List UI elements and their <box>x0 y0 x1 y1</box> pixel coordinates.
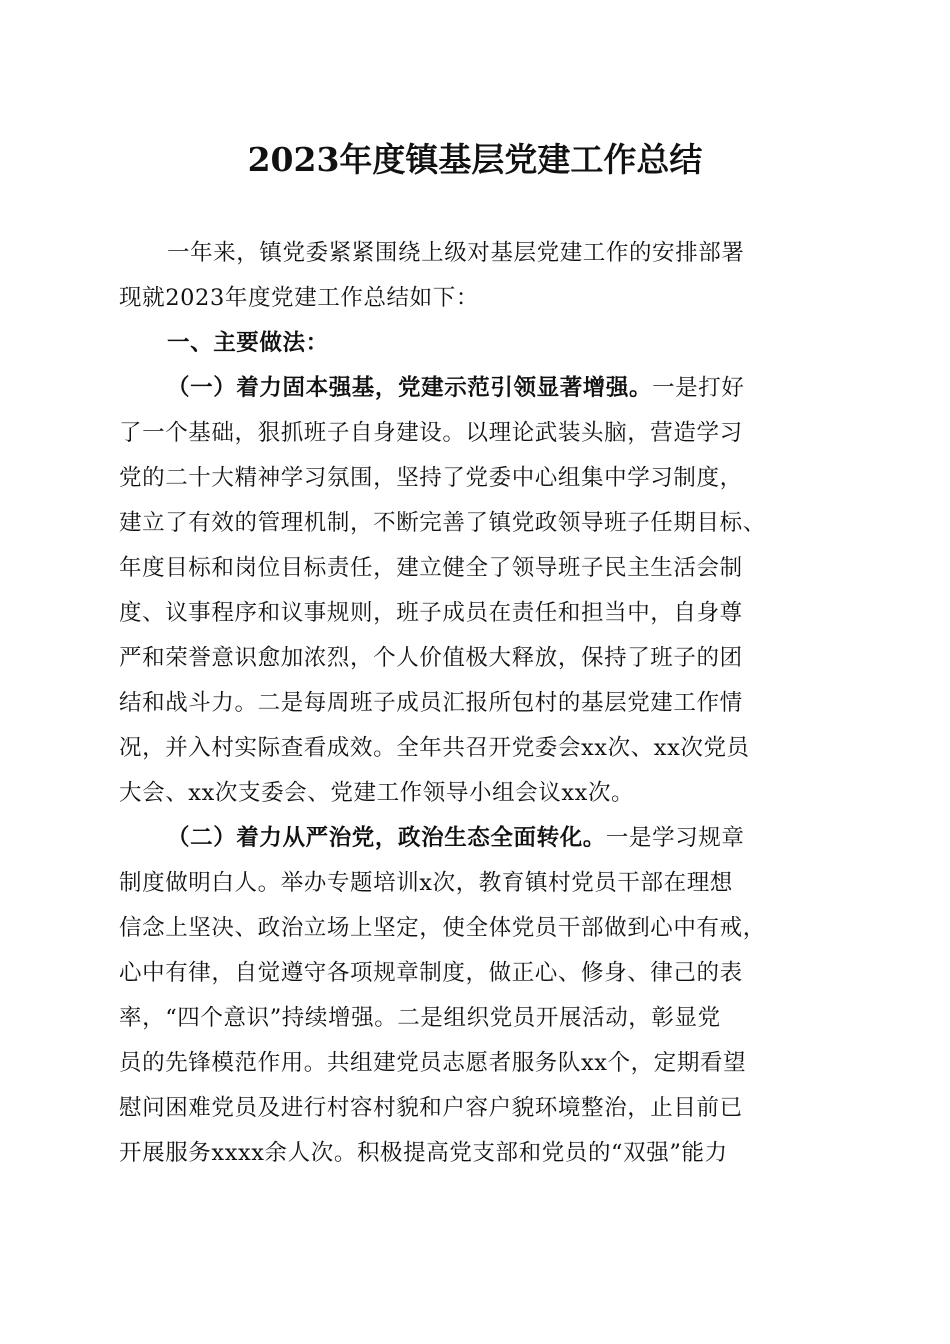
paragraph-text: 一是学习规章 <box>605 825 745 851</box>
paragraph-line: 况，并入村实际查看成效。全年共召开党委会xx次、xx次党员 <box>119 735 750 761</box>
paragraph-line: 严和荣誉意识愈加浓烈，个人价值极大释放，保持了班子的团 <box>119 645 743 671</box>
paragraph-text: 一是打好 <box>652 375 745 401</box>
paragraph-line: 信念上坚决、政治立场上坚定，使全体党员干部做到心中有戒， <box>119 915 766 941</box>
subsection-heading: （二）着力从严治党，政治生态全面转化。 <box>167 825 606 851</box>
paragraph-line: 大会、xx次支委会、党建工作领导小组会议xx次。 <box>119 780 635 806</box>
paragraph-line: 了一个基础，狠抓班子自身建设。以理论武装头脑，营造学习 <box>119 420 743 446</box>
paragraph-line: 结和战斗力。二是每周班子成员汇报所包村的基层党建工作情 <box>119 690 743 716</box>
paragraph-line: 心中有律，自觉遵守各项规章制度，做正心、修身、律己的表 <box>119 960 743 986</box>
section-heading: 一、主要做法： <box>167 330 329 356</box>
subsection-heading: （一）着力固本强基，党建示范引领显著增强。 <box>167 375 653 401</box>
paragraph-line: 一年来，镇党委紧紧围绕上级对基层党建工作的安排部署 <box>167 240 745 266</box>
paragraph-line: 建立了有效的管理机制，不断完善了镇党政领导班子任期目标、 <box>119 510 766 536</box>
paragraph-line: 员的先锋模范作用。共组建党员志愿者服务队xx个，定期看望 <box>119 1050 747 1076</box>
paragraph-line: 开展服务xxxx余人次。积极提高党支部和党员的“双强”能力 <box>119 1140 728 1166</box>
paragraph-line: 率，“四个意识”持续增强。二是组织党员开展活动，彰显党 <box>119 1005 721 1031</box>
paragraph-line: 制度做明白人。举办专题培训x次，教育镇村党员干部在理想 <box>119 870 733 896</box>
paragraph-line: 党的二十大精神学习氛围，坚持了党委中心组集中学习制度， <box>119 465 743 491</box>
paragraph-line: 年度目标和岗位目标责任，建立健全了领导班子民主生活会制 <box>119 555 743 581</box>
paragraph-line: 现就2023年度党建工作总结如下： <box>119 285 479 311</box>
paragraph-line <box>167 823 745 853</box>
paragraph-line: 度、议事程序和议事规则，班子成员在责任和担当中，自身尊 <box>119 600 743 626</box>
paragraph-line <box>167 373 745 403</box>
paragraph-line: 慰问困难党员及进行村容村貌和户容户貌环境整治，止目前已 <box>119 1095 743 1121</box>
document-title: 2023年度镇基层党建工作总结 <box>247 140 703 179</box>
